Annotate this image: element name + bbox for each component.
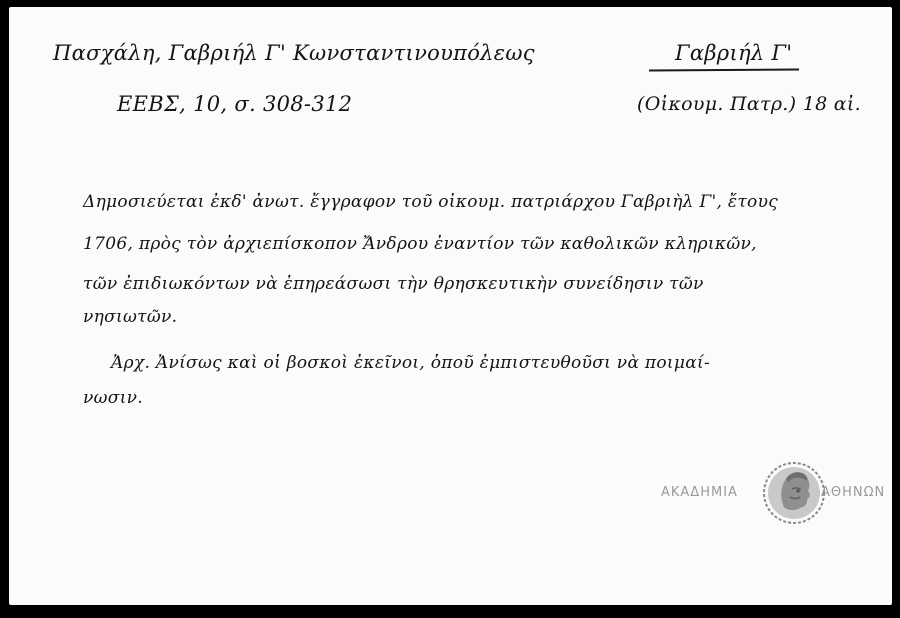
bibliographic-reference: ΕΕΒΣ, 10, σ. 308-312 <box>117 92 353 116</box>
subject-role: (Οἰκουμ. Πατρ.) 18 αἰ. <box>637 93 862 115</box>
summary-line: τῶν ἐπιδιωκόντων νὰ ἐπηρεάσωσι τὴν θρησκευτικὴν συνείδησιν τῶν <box>83 274 704 294</box>
incipit-line: Ἀρχ. Ἀνίσως καὶ οἱ βοσκοὶ ἐκεῖνοι, ὁποῦ ἐμπιστευθοῦσι νὰ ποιμαί- <box>111 353 711 373</box>
summary-line: νησιωτῶν. <box>83 307 178 327</box>
subject-name: Γαβριήλ Γ' <box>675 41 793 65</box>
index-card <box>9 7 892 605</box>
summary-line: 1706, πρὸς τὸν ἀρχιεπίσκοπον Ἄνδρου ἐναντίον τῶν καθολικῶν κληρικῶν, <box>83 234 757 254</box>
author-heading: Πασχάλη, Γαβριήλ Γ' Κωνσταντινουπόλεως <box>53 41 535 65</box>
stamp-right-text: ΑΘΗΝΩΝ <box>821 485 886 500</box>
stamp-left-text: ΑΚΑΔΗΜΙΑ <box>661 485 738 500</box>
academy-stamp <box>659 460 891 526</box>
subject-underline <box>649 68 799 71</box>
athena-head-seal-icon <box>762 461 826 525</box>
incipit-line: νωσιν. <box>83 388 144 408</box>
summary-line: Δημοσιεύεται ἐκδ' ἀνωτ. ἔγγραφον τοῦ οἰκουμ. πατριάρχου Γαβριὴλ Γ', ἔτους <box>83 192 779 212</box>
